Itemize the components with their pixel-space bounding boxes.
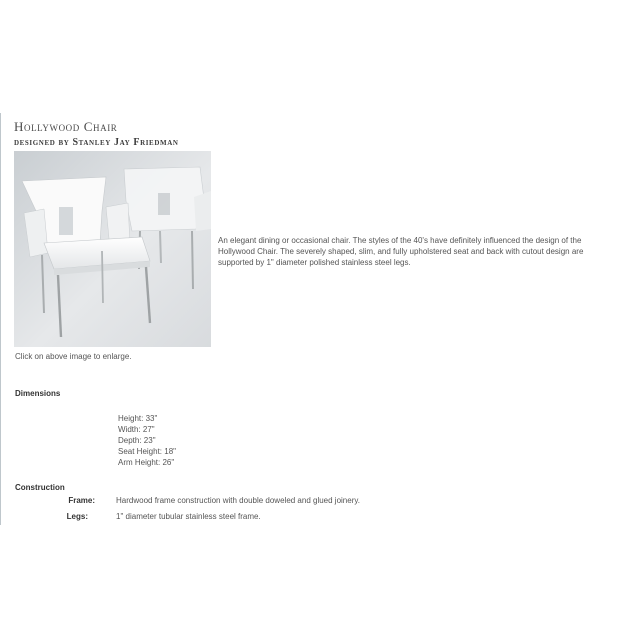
dimension-seat-height: Seat Height: 18" [118,447,176,456]
enlarge-caption: Click on above image to enlarge. [15,352,132,361]
left-border-rule [0,113,1,525]
dimension-arm-height: Arm Height: 26" [118,458,175,467]
construction-heading: Construction [15,483,65,492]
legs-value: 1" diameter tubular stainless steel frame. [116,512,261,521]
dimensions-heading: Dimensions [15,389,61,398]
chair-photo[interactable] [14,151,211,347]
dimension-height: Height: 33" [118,414,158,423]
dimensions-list [118,413,176,468]
legs-label: Legs: [66,512,88,521]
dimension-depth: Depth: 23" [118,436,156,445]
dimension-width: Width: 27" [118,425,155,434]
frame-label: Frame: [68,496,95,505]
product-title: Hollywood Chair [14,119,118,134]
designer-credit: designed by Stanley Jay Friedman [14,137,179,148]
product-description: An elegant dining or occasional chair. The styles of the 40's have definitely influenced the design of the Hollywood Chair. The severely shaped, slim, and fully upholstered seat and back with cutout design are supported by 1" diameter polished stainless steel legs. [218,236,584,267]
frame-value: Hardwood frame construction with double doweled and glued joinery. [116,496,360,505]
